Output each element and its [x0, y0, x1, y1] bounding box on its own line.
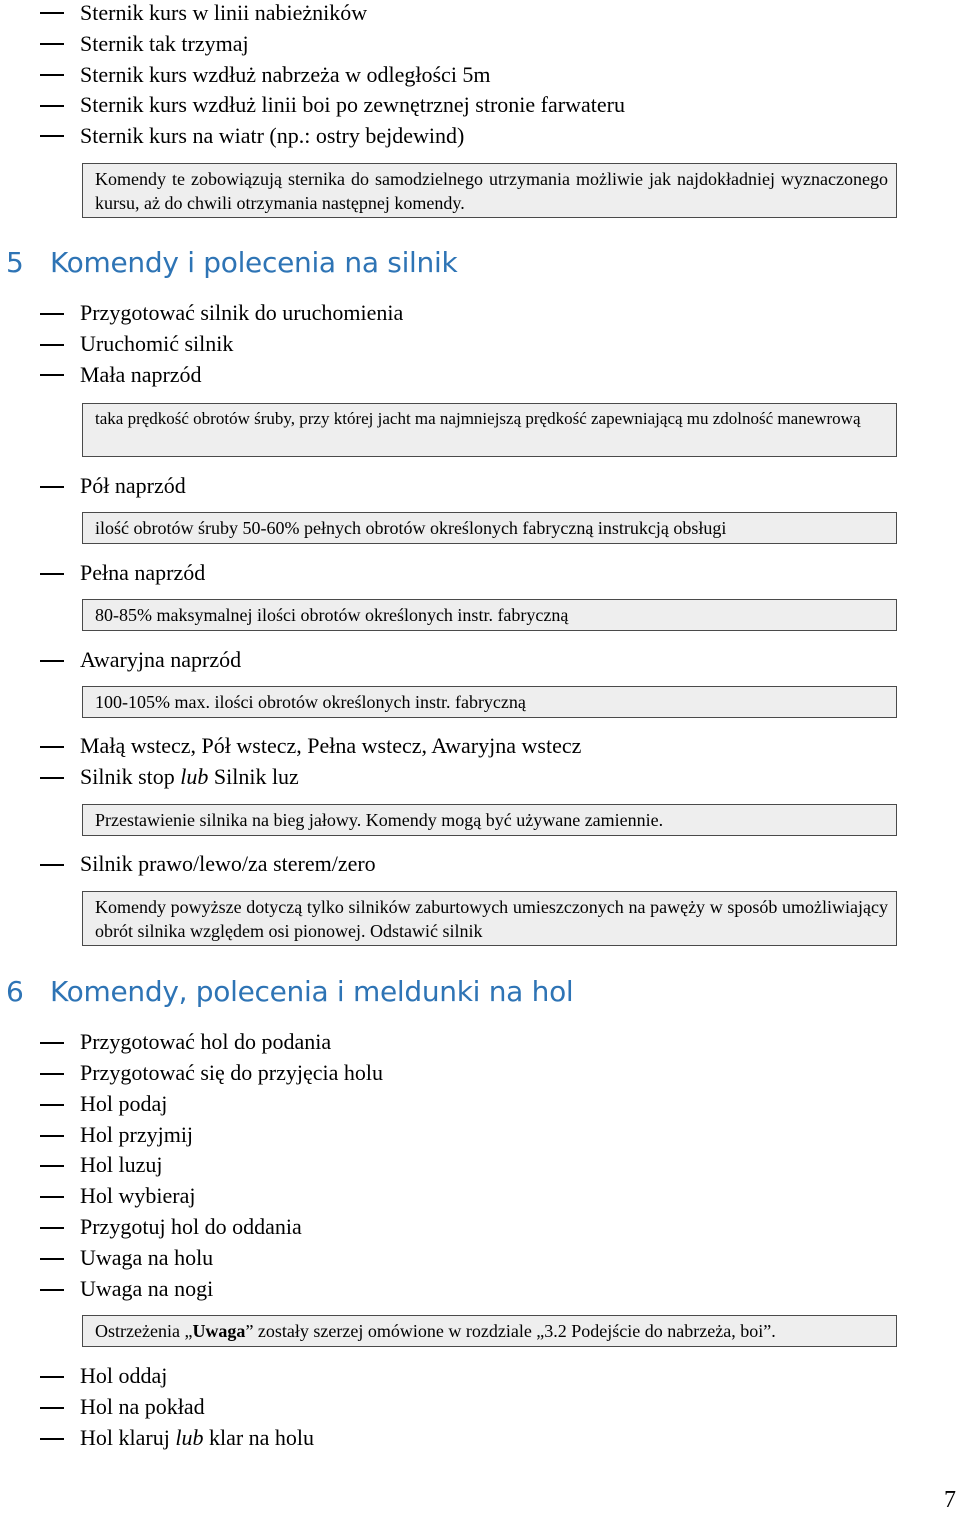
list-dash [40, 1289, 64, 1291]
note-box: 80-85% maksymalnej ilości obrotów określonych instr. fabryczną [82, 599, 897, 631]
list-item: Przygotuj hol do oddania [80, 1214, 302, 1239]
list-item: Pół naprzód [80, 473, 186, 498]
list-item: Uruchomić silnik [80, 331, 234, 356]
list-dash [40, 1376, 64, 1378]
list-dash [40, 1104, 64, 1106]
list-dash [40, 777, 64, 779]
list-item: Hol podaj [80, 1091, 168, 1116]
section-number: 6 [6, 975, 24, 1008]
list-item: Hol przyjmij [80, 1122, 194, 1147]
list-item: Uwaga na holu [80, 1245, 214, 1270]
note-box: taka prędkość obrotów śruby, przy której jacht ma najmniejszą prędkość zapewniającą mu zdolność manewrową [82, 403, 897, 457]
list-dash [40, 313, 64, 315]
list-dash [40, 74, 64, 76]
list-dash [40, 1196, 64, 1198]
section-heading [6, 975, 573, 1009]
list-item: Małą wstecz, Pół wstecz, Pełna wstecz, Awaryjna wstecz [80, 733, 582, 758]
section-title: Komendy i polecenia na silnik [50, 246, 458, 279]
list-dash [40, 1135, 64, 1137]
list-dash [40, 660, 64, 662]
note-box: Przestawienie silnika na bieg jałowy. Komendy mogą być używane zamiennie. [82, 804, 897, 836]
list-item: Hol oddaj [80, 1363, 168, 1388]
list-item: Mała naprzód [80, 362, 202, 387]
item-text: Silnik stop [80, 764, 181, 789]
note-box: Komendy powyższe dotyczą tylko silników zaburtowych umieszczonych na pawęży w sposób umożliwiający obrót silnika względem osi pionowej. Odstawić silnik [82, 891, 897, 946]
section-title: Komendy, polecenia i meldunki na hol [50, 975, 574, 1008]
list-item [80, 764, 299, 790]
list-dash [40, 1042, 64, 1044]
list-item: Hol luzuj [80, 1152, 163, 1177]
list-item [80, 1425, 314, 1451]
item-text-or: lub [175, 1425, 204, 1450]
list-dash [40, 43, 64, 45]
section-number: 5 [6, 246, 24, 279]
list-dash [40, 135, 64, 137]
section-heading [6, 246, 457, 280]
list-dash [40, 864, 64, 866]
note-text: Ostrzeżenia „ [95, 1321, 193, 1341]
list-item: Silnik prawo/lewo/za sterem/zero [80, 851, 376, 876]
list-item: Sternik kurs wzdłuż linii boi po zewnętrznej stronie farwateru [80, 92, 625, 117]
list-item: Przygotować się do przyjęcia holu [80, 1060, 384, 1085]
item-text-or: lub [180, 764, 209, 789]
item-text: Hol klaruj [80, 1425, 176, 1450]
list-dash [40, 746, 64, 748]
list-item: Uwaga na nogi [80, 1276, 214, 1301]
page-number: 7 [944, 1487, 956, 1513]
list-item: Sternik kurs w linii nabieżników [80, 0, 368, 25]
list-dash [40, 1438, 64, 1440]
list-dash [40, 344, 64, 346]
list-item: Przygotować silnik do uruchomienia [80, 300, 404, 325]
note-box [82, 1315, 897, 1347]
list-dash [40, 1407, 64, 1409]
note-box: Komendy te zobowiązują sternika do samodzielnego utrzymania możliwie jak najdokładniej wyznaczonego kursu, aż do chwili otrzymania następnej komendy. [82, 163, 897, 218]
note-box: 100-105% max. ilości obrotów określonych instr. fabryczną [82, 686, 897, 718]
list-dash [40, 486, 64, 488]
list-item: Pełna naprzód [80, 560, 206, 585]
list-dash [40, 1165, 64, 1167]
list-item: Awaryjna naprzód [80, 647, 242, 672]
list-dash [40, 1227, 64, 1229]
list-item: Sternik tak trzymaj [80, 31, 249, 56]
list-item: Hol na pokład [80, 1394, 205, 1419]
list-dash [40, 1258, 64, 1260]
item-text: klar na holu [203, 1425, 315, 1450]
list-dash [40, 1073, 64, 1075]
note-box: ilość obrotów śruby 50-60% pełnych obrotów określonych fabryczną instrukcją obsługi [82, 512, 897, 544]
note-text-bold: Uwaga [192, 1321, 246, 1341]
item-text: Silnik luz [208, 764, 299, 789]
list-item: Sternik kurs na wiatr (np.: ostry bejdewind) [80, 123, 465, 148]
list-dash [40, 12, 64, 14]
list-item: Sternik kurs wzdłuż nabrzeża w odległości 5m [80, 62, 491, 87]
list-item: Hol wybieraj [80, 1183, 196, 1208]
list-dash [40, 105, 64, 107]
list-dash [40, 374, 64, 376]
list-item: Przygotować hol do podania [80, 1029, 332, 1054]
list-dash [40, 573, 64, 575]
note-text: ” zostały szerzej omówione w rozdziale „3.2 Podejście do nabrzeża, boi”. [245, 1321, 776, 1341]
